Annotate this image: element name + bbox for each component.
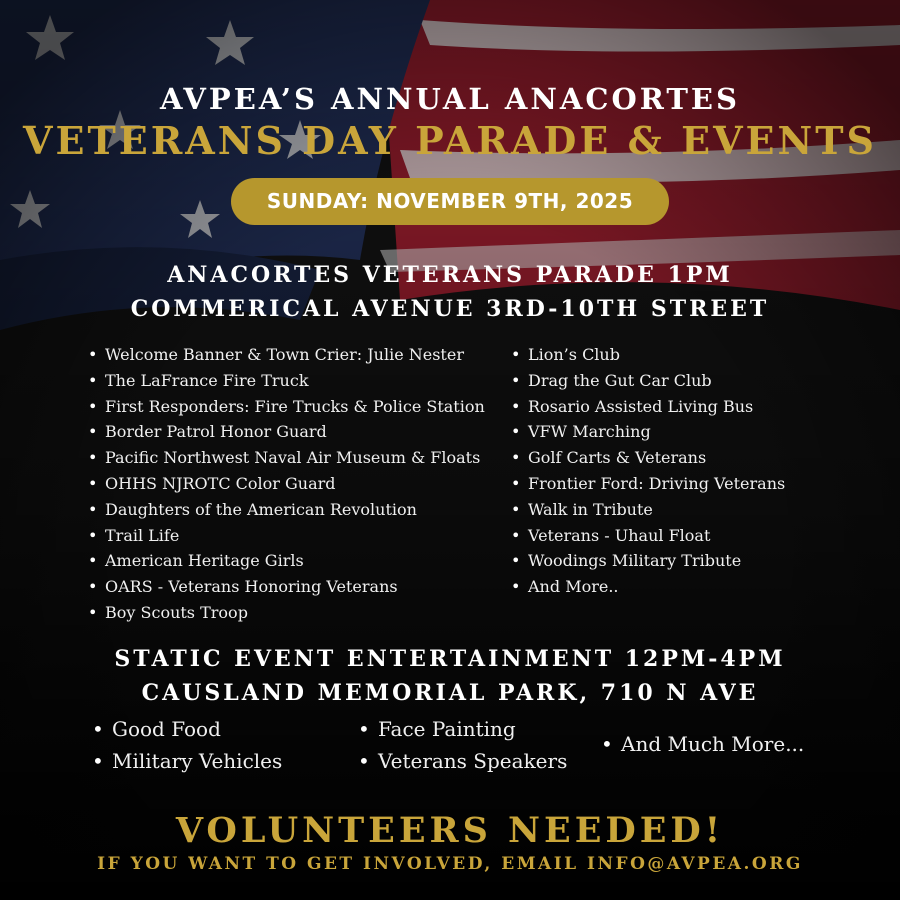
email-line: IF YOU WANT TO GET INVOLVED, EMAIL INFO@AVPEA.ORG bbox=[97, 854, 803, 874]
title-line-1: AVPEA’S ANNUAL ANACORTES bbox=[160, 82, 740, 116]
list-item: • Welcome Banner & Town Crier: Julie Nester bbox=[86, 342, 485, 368]
list-item: • OARS - Veterans Honoring Veterans bbox=[86, 574, 485, 600]
date-badge: SUNDAY: NOVEMBER 9TH, 2025 bbox=[231, 178, 669, 225]
list-item: • Veterans Speakers bbox=[356, 745, 567, 777]
parade-list-left bbox=[86, 342, 485, 626]
list-item: • Walk in Tribute bbox=[509, 497, 785, 523]
list-item: • Daughters of the American Revolution bbox=[86, 497, 485, 523]
list-item: • Boy Scouts Troop bbox=[86, 600, 485, 626]
list-item: • Trail Life bbox=[86, 523, 485, 549]
list-item: • Pacific Northwest Naval Air Museum & Floats bbox=[86, 445, 485, 471]
list-item: • VFW Marching bbox=[509, 419, 785, 445]
volunteers-heading: VOLUNTEERS NEEDED! bbox=[175, 810, 725, 851]
list-item: • Veterans - Uhaul Float bbox=[509, 523, 785, 549]
static-event-heading-line-1: STATIC EVENT ENTERTAINMENT 12PM-4PM bbox=[114, 646, 786, 672]
list-item: • OHHS NJROTC Color Guard bbox=[86, 471, 485, 497]
static-event-list-3 bbox=[599, 728, 804, 760]
list-item: • Good Food bbox=[90, 713, 282, 745]
list-item: • Golf Carts & Veterans bbox=[509, 445, 785, 471]
static-event-list-2 bbox=[356, 713, 567, 777]
list-item: • First Responders: Fire Trucks & Police Station bbox=[86, 394, 485, 420]
list-item: • Frontier Ford: Driving Veterans bbox=[509, 471, 785, 497]
list-item: • Woodings Military Tribute bbox=[509, 548, 785, 574]
list-item: • The LaFrance Fire Truck bbox=[86, 368, 485, 394]
list-item: • And More.. bbox=[509, 574, 785, 600]
parade-heading-line-2: COMMERICAL AVENUE 3RD-10TH STREET bbox=[130, 296, 770, 322]
list-item: • And Much More... bbox=[599, 728, 804, 760]
list-item: • Military Vehicles bbox=[90, 745, 282, 777]
parade-heading-line-1: ANACORTES VETERANS PARADE 1PM bbox=[167, 262, 733, 288]
list-item: • Lion’s Club bbox=[509, 342, 785, 368]
list-item: • Face Painting bbox=[356, 713, 567, 745]
parade-list-right bbox=[509, 342, 785, 600]
list-item: • American Heritage Girls bbox=[86, 548, 485, 574]
list-item: • Rosario Assisted Living Bus bbox=[509, 394, 785, 420]
static-event-list-1 bbox=[90, 713, 282, 777]
title-line-2: VETERANS DAY PARADE & EVENTS bbox=[23, 118, 877, 163]
list-item: • Drag the Gut Car Club bbox=[509, 368, 785, 394]
list-item: • Border Patrol Honor Guard bbox=[86, 419, 485, 445]
static-event-heading-line-2: CAUSLAND MEMORIAL PARK, 710 N AVE bbox=[141, 680, 759, 706]
